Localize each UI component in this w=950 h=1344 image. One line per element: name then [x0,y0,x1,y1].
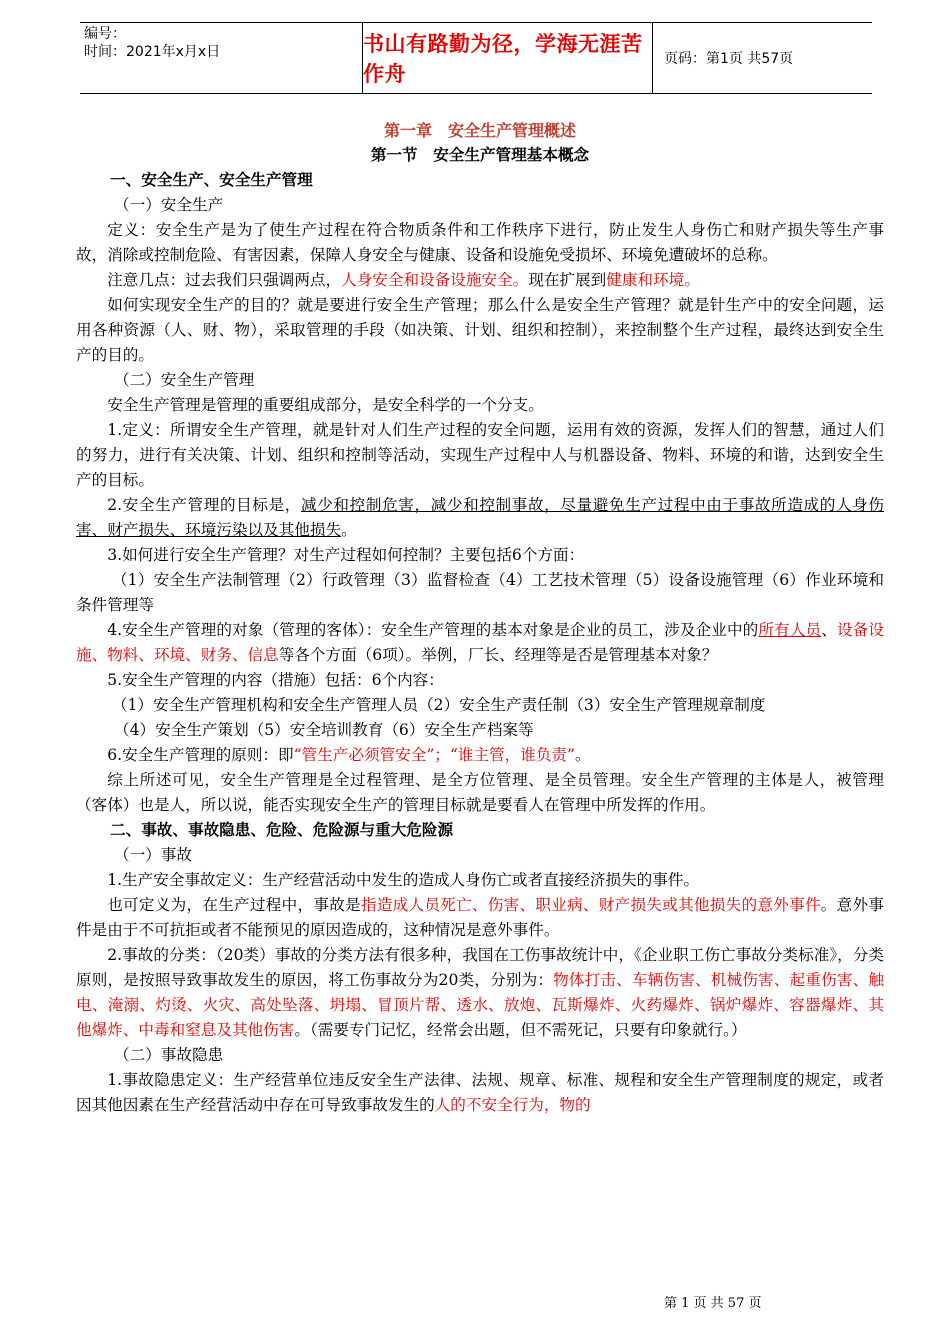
paragraph-definition: 定义：安全生产是为了使生产过程在符合物质条件和工作秩序下进行，防止发生人身伤亡和财产损失等生产事故，消除或控制危险、有害因素，保障人身安全与健康、设备和设施免受损坏、环境免遭破坏的总称。 [76,221,884,264]
heading-1: 一、安全生产、安全生产管理 [110,171,313,189]
paragraph: 安全生产管理是管理的重要组成部分，是安全科学的一个分支。 [107,396,544,414]
chapter-title: 第一章 安全生产管理概述 [383,121,576,140]
paragraph: 1.事故隐患定义：生产经营单位违反安全生产法律、法规、规章、标准、规程和安全生产管理制度的规定，或者因其他因素在生产经营活动中存在可导致事故发生的人的不安全行为，物的 [76,1071,884,1114]
header-meta [84,25,284,61]
section-title: 第一节 安全生产管理基本概念 [370,146,590,164]
paragraph: 5.安全生产管理的内容（措施）包括：6个内容： [107,671,444,689]
paragraph: 1.定义：所谓安全生产管理，就是针对人们生产过程的安全问题，运用有效的资源，发挥人们的智慧，通过人们的努力，进行有关决策、计划、组织和控制等活动，实现生产过程中人与机器设备、物料、环境的和谐，达到安全生产的目标。 [76,421,884,489]
paragraph: 4.安全生产管理的对象（管理的客体）：安全生产管理的基本对象是企业的员工，涉及企业中的所有人员、设备设施、物料、环境、财务、信息等各个方面（6项）。举例，厂长、经理等是否是管理基本对象？ [76,621,884,664]
paragraph: 6.安全生产管理的原则：即“管生产必须管安全”；“谁主管，谁负责”。 [107,746,591,764]
highlight-text: 人身安全和设备设施安全。 [341,271,529,289]
header-divider [652,23,653,93]
subheading: （一）事故 [114,846,192,864]
underlined-text: 减少和控制危害，减少和控制事故，尽量避免生产过程中由于事故所造成的人身伤害、财产损失、环境污染以及其他损失 [76,496,884,539]
paragraph: 如何实现安全生产的目的？就是要进行安全生产管理；那么什么是安全生产管理？就是针生产中的安全问题，运用各种资源（人、财、物），采取管理的手段（如决策、计划、组织和控制），来控制整个生产过程，最终达到安全生产的目的。 [76,296,884,364]
list-paragraph: （1）安全生产管理机构和安全生产管理人员（2）安全生产责任制（3）安全生产管理规章制度 [111,696,766,714]
highlight-text: 人的不安全行为，物的 [434,1096,591,1114]
highlight-text: 指造成人员死亡、伤害、职业病、财产损失或其他损失的意外事件 [360,896,821,914]
paragraph: 也可定义为，在生产过程中，事故是指造成人员死亡、伤害、职业病、财产损失或其他损失的意外事件。意外事件是由于不可抗拒或者不能预见的原因造成的，这种情况是意外事件。 [76,896,884,939]
list-paragraph: （4）安全生产策划（5）安全培训教育（6）安全生产档案等 [114,721,534,739]
highlight-text: 所有人员 [758,621,822,639]
highlight-text: “管生产必须管安全”；“谁主管，谁负责” [293,746,575,764]
doc-number-label: 编号： [84,26,126,42]
paragraph: 3.如何进行安全生产管理？对生产过程如何控制？主要包括6个方面： [107,546,585,564]
paragraph: 2.事故的分类：（20类）事故的分类方法有很多种，我国在工伤事故统计中，《企业职工伤亡事故分类标准》，分类原则，是按照导致事故发生的原因，将工伤事故分为20类，分别为：物体打击、车辆伤害、机械伤害、起重伤害、触电、淹溺、灼烫、火灾、高处坠落、坍塌、冒顶片帮、透水、放炮、瓦斯爆炸、火药爆炸、锅炉爆炸、容器爆炸、其他爆炸、中毒和窒息及其他伤害。（需要专门记忆，经常会出题，但不需死记，只要有印象就行。） [76,946,884,1039]
paragraph: 1.生产安全事故定义：生产经营活动中发生的造成人身伤亡或者直接经济损失的事件。 [107,871,700,889]
doc-time-label: 时间：2021年x月x日 [84,44,221,60]
heading-2: 二、事故、事故隐患、危险、危险源与重大危险源 [110,821,454,839]
subheading: （一）安全生产 [114,196,224,214]
paragraph: 综上所述可见，安全生产管理是全过程管理、是全方位管理、是全员管理。安全生产管理的主体是人，被管理（客体）也是人，所以说，能否实现安全生产的管理目标就是要看人在管理中所发挥的作用。 [76,771,884,814]
subheading: （二）事故隐患 [114,1046,224,1064]
highlight-text: 设备设施、物料、环境、财务、信息 [76,621,884,664]
header-page-info: 页码：第1页 共57页 [664,51,794,67]
paragraph-note: 注意几点：过去我们只强调两点，人身安全和设备设施安全。现在扩展到健康和环境。 [107,271,700,289]
paragraph: 2.安全生产管理的目标是，减少和控制危害，减少和控制事故，尽量避免生产过程中由于事故所造成的人身伤害、财产损失、环境污染以及其他损失。 [76,496,884,539]
page-header [80,22,872,94]
list-paragraph: （1）安全生产法制管理（2）行政管理（3）监督检查（4）工艺技术管理（5）设备设施管理（6）作业环境和条件管理等 [76,571,884,614]
header-motto: 书山有路勤为径，学海无涯苦作舟 [363,31,643,86]
highlight-text: 健康和环境。 [606,271,700,289]
document-body [76,118,884,1118]
page-footer: 第 1 页 共 57 页 [664,1296,762,1311]
subheading: （二）安全生产管理 [114,371,255,389]
highlight-text: 物体打击、车辆伤害、机械伤害、起重伤害、触电、淹溺、灼烫、火灾、高处坠落、坍塌、冒顶片帮、透水、放炮、瓦斯爆炸、火药爆炸、锅炉爆炸、容器爆炸、其他爆炸、中毒和窒息及其他伤害 [76,971,884,1039]
